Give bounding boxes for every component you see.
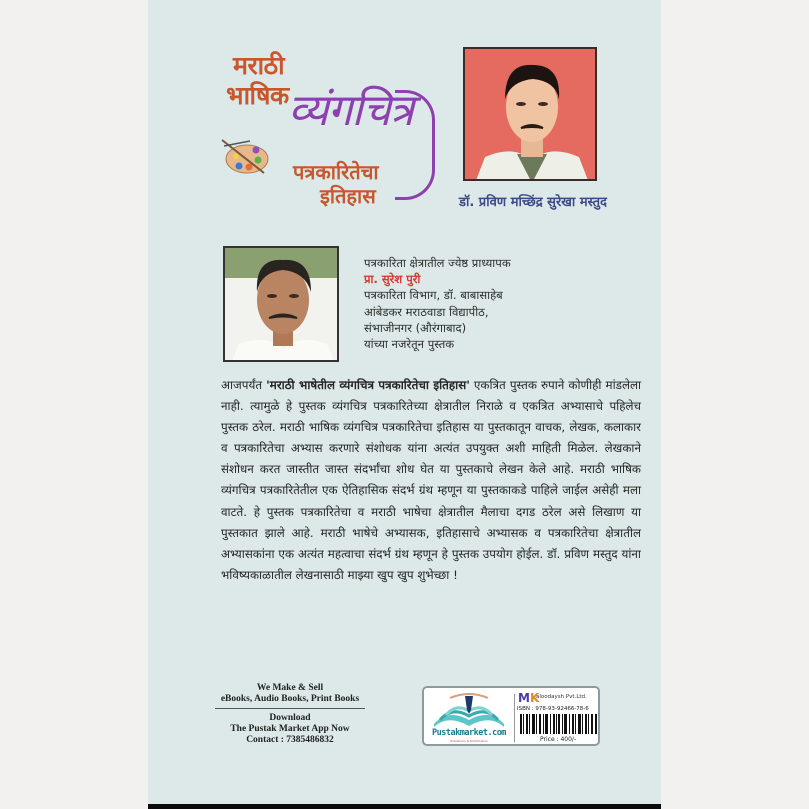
reviewer-name: प्रा. सुरेश पुरी (364, 272, 421, 287)
blurb-intro: आजपर्यंत (221, 378, 267, 392)
isbn-number: ISBN : 978-93-92466-78-6 (517, 706, 589, 712)
promo-divider (215, 708, 365, 709)
book-back-cover (148, 0, 661, 805)
title-line-vyangachitra: व्यंगचित्र (288, 85, 413, 136)
publisher-tagline: Publishers & Distributors (450, 739, 488, 743)
company-name: aloodaysh Pvt.Ltd. (536, 694, 587, 700)
book-price: Price : 400/- (540, 736, 577, 743)
reviewer-city: संभाजीनगर (औरंगाबाद) (364, 320, 467, 335)
reviewer-title: पत्रकारिता क्षेत्रातील ज्येष्ठ प्राध्यापक (364, 256, 511, 270)
blurb-body: एकत्रित पुस्तक रुपाने कोणीही मांडलेला नाही. त्यामुळे हे पुस्तक व्यंगचित्र पत्रकारितेच्या क्षेत्रातील निराळे व एकत्रित अभ्यासाचे पहिलेच पुस्तक ठरेल. मराठी भाषिक व्यंगचित्र पत्रकारितेचा इतिहास या पुस्तकातून वाचक, लेखक, कलाकार व पत्रकारितेचा अभ्यास करणारे संशोधक यांना अत्यंत उपयुक्त अशी माहिती मिळेल. लेखकाने संशोधन करत जास्तीत जास्त संदर्भांचा शोध घेत या पुस्तकाचे लेखन केले आहे. मराठी भाषिक व्यंगचित्र पत्रकारितेतील एक ऐतिहासिक संदर्भ ग्रंथ म्हणून या पुस्तकाकडे पाहिले जाईल असेही मला वाटते. हे पुस्तक पत्रकारितेचा व मराठी भाषेचा क्षेत्रातील मैलाचा दगड ठरेल असे लिखाण या पुस्तकात झाले आहे. मराठी भाषेचे अभ्यासक, इतिहासाचे अभ्यासक व पत्रकारितेचा क्षेत्रातील अभ्यासकांना एक अत्यंत महत्वाचा संदर्भ ग्रंथ म्हणून हे पुस्तक उपयोग होईल. डॉ. प्रविण मस्तुद यांना भविष्यकाळातील लेखनासाठी माझ्या खुप खुप शुभेच्छा ! (221, 378, 641, 582)
author-portrait-image (465, 49, 597, 181)
reviewer-dept: पत्रकारिता विभाग, डॉ. बाबासाहेब (364, 288, 503, 303)
title-calligraphy-flourish (395, 90, 435, 200)
blurb-book-title: 'मराठी भाषेतील व्यंगचित्र पत्रकारितेचा इतिहास' (266, 378, 470, 392)
publisher-promo (205, 683, 375, 746)
reviewer-portrait-image (225, 248, 339, 362)
mk-logo-m: M (518, 691, 530, 705)
promo-contact: Contact : 7385486832 (246, 735, 334, 745)
reviewer-university: आंबेडकर मराठवाडा विद्यापीठ, (364, 304, 489, 319)
publisher-barcode-box (422, 686, 600, 746)
book-blurb (221, 375, 641, 586)
box-divider (514, 694, 515, 742)
promo-line: The Pustak Market App Now (230, 724, 350, 734)
author-name: डॉ. प्रविण मच्छिंद्र सुरेखा मस्तुद (459, 195, 607, 210)
author-photo (463, 47, 597, 181)
promo-line: eBooks, Audio Books, Print Books (220, 694, 360, 704)
paint-palette-icon (220, 137, 270, 175)
reviewer-note: यांच्या नजरेतून पुस्तक (364, 337, 455, 352)
pustakmarket-logo (428, 690, 510, 744)
title-line-patrakaritecha: पत्रकारितेचा (293, 160, 379, 184)
mk-logo-k: K (529, 691, 540, 705)
publisher-logo-text: Pustakmarket.com (432, 728, 506, 738)
promo-line: We Make & Sell (256, 683, 324, 693)
title-line-marathi: मराठी (233, 51, 285, 80)
reviewer-photo (223, 246, 339, 362)
title-line-bhashik: भाषिक (226, 81, 289, 110)
open-book-pen-icon (428, 690, 510, 730)
barcode-icon (520, 714, 598, 734)
promo-line: Download (269, 713, 311, 723)
title-line-itihas: इतिहास (320, 184, 376, 208)
reviewer-info (364, 255, 511, 352)
bottom-edge-bar (148, 804, 661, 809)
